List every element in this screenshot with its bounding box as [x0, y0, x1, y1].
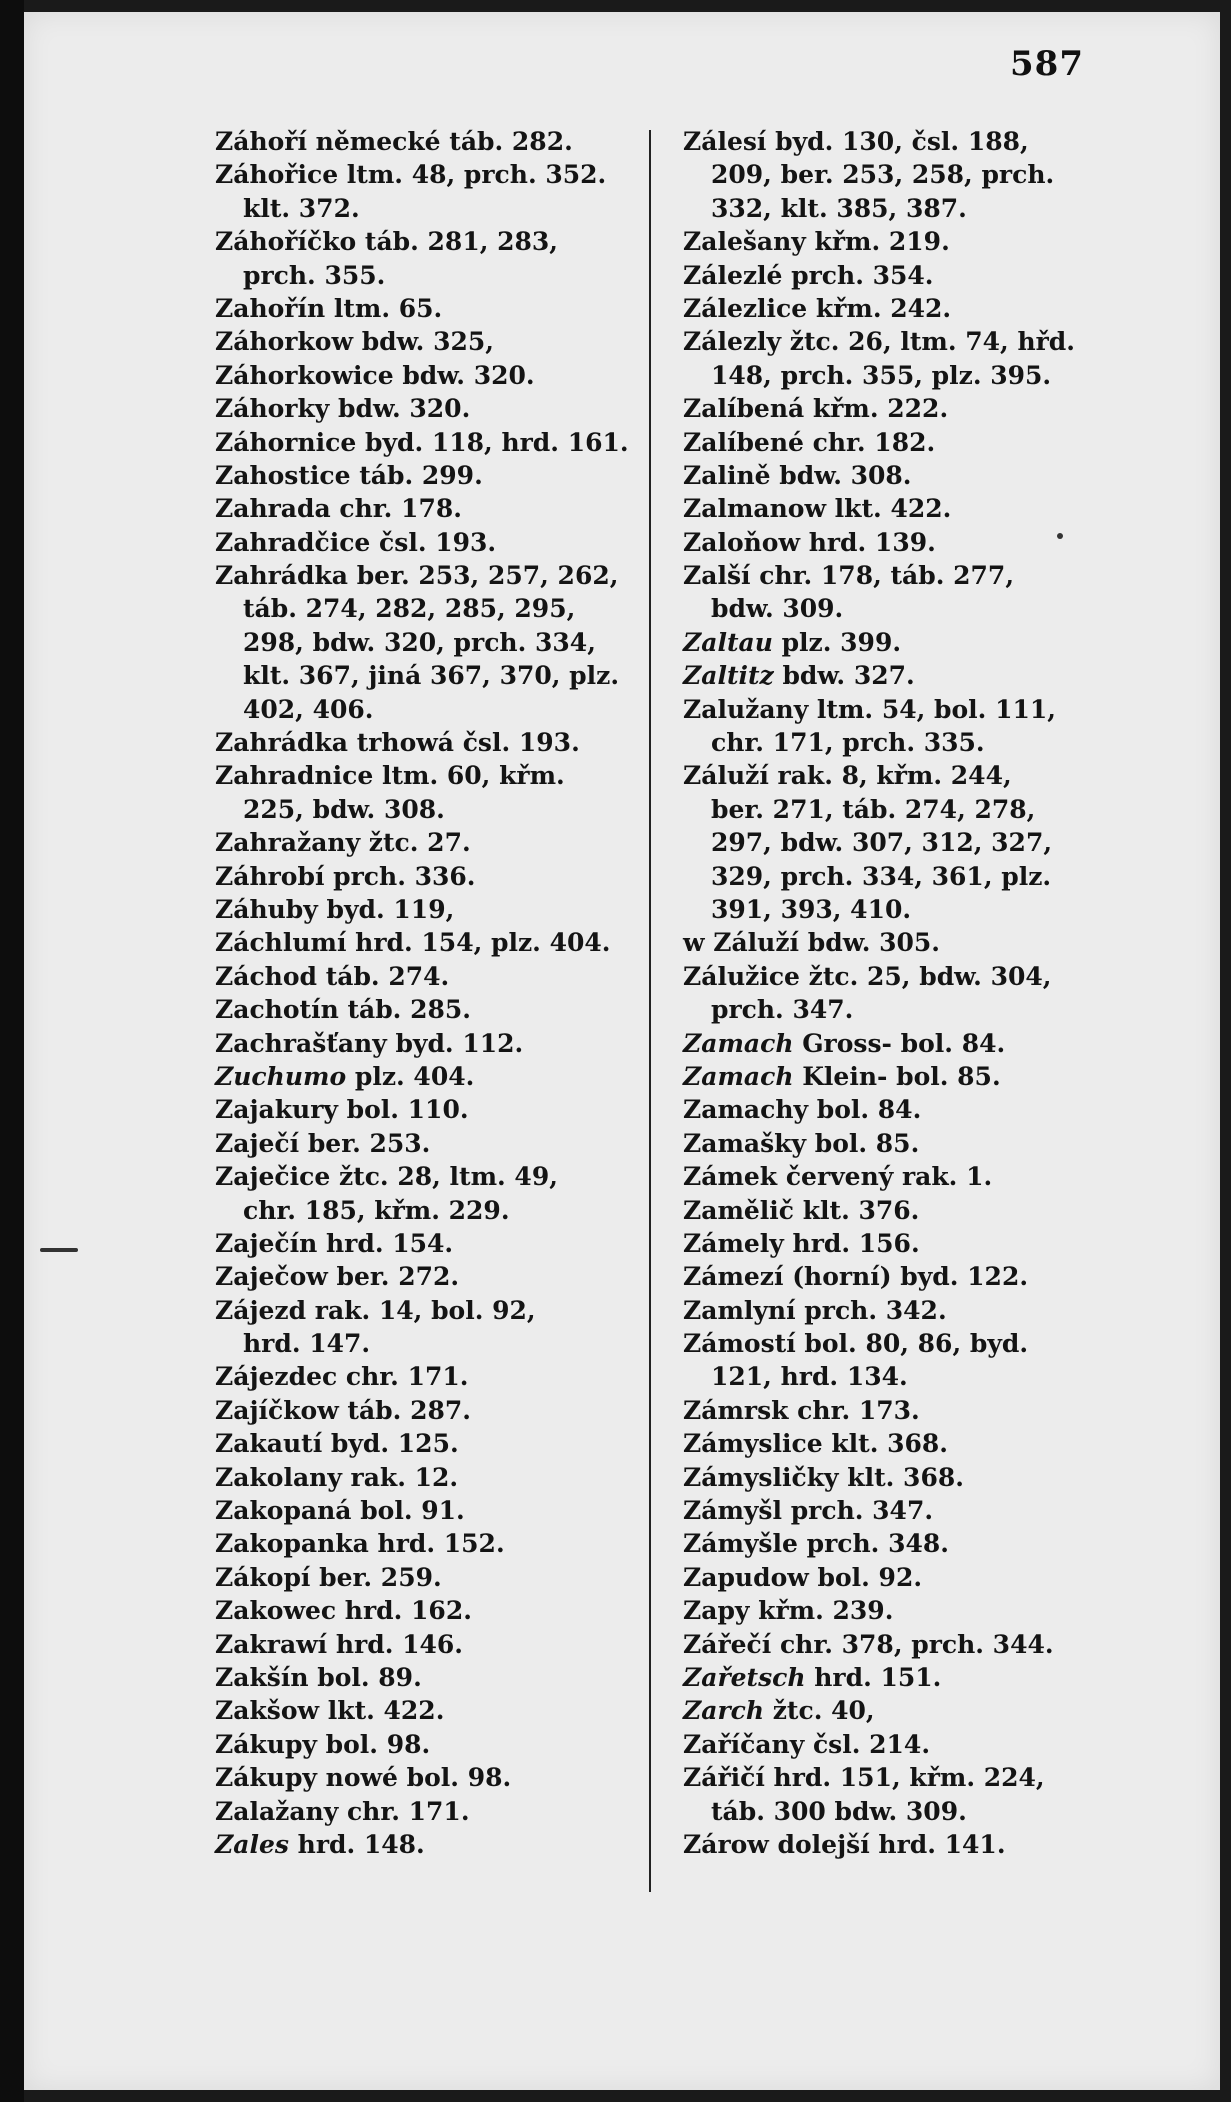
index-entry: Zájezd rak. 14, bol. 92,: [215, 1295, 536, 1325]
index-entry: Záhoříčko táb. 281, 283,: [215, 227, 559, 257]
index-entry: Zachotín táb. 285.: [215, 995, 471, 1025]
index-entry: Zaltau plz. 399.: [683, 627, 902, 657]
index-entry: Zamach Klein- bol. 85.: [683, 1061, 1001, 1091]
index-entry-continuation: 402, 406.: [243, 694, 374, 724]
index-entry: Záhornice byd. 118, hrd. 161.: [215, 427, 629, 457]
index-entry: Zámysličky klt. 368.: [683, 1462, 964, 1492]
index-entry-continuation: klt. 367, jiná 367, 370, plz.: [243, 661, 620, 691]
index-entry: Zapy křm. 239.: [683, 1596, 894, 1626]
index-entry: Zakrawí hrd. 146.: [215, 1629, 463, 1659]
index-entry: Zarch žtc. 40,: [683, 1696, 875, 1726]
index-entry: Zálužice žtc. 25, bdw. 304,: [683, 961, 1052, 991]
index-entry-continuation: 298, bdw. 320, prch. 334,: [243, 627, 596, 657]
index-entry: Záchod táb. 274.: [215, 961, 450, 991]
index-entry: Zahradnice ltm. 60, křm.: [215, 761, 565, 791]
column-divider: [649, 130, 651, 1892]
index-entry-continuation: 225, bdw. 308.: [243, 794, 445, 824]
index-entry: Zahradčice čsl. 193.: [215, 527, 497, 557]
index-entry-continuation: 148, prch. 355, plz. 395.: [711, 360, 1052, 390]
index-entry: Zaječice žtc. 28, ltm. 49,: [215, 1162, 558, 1192]
index-entry: Zalíbená křm. 222.: [683, 394, 949, 424]
ink-speck: [1057, 533, 1063, 539]
page-number: 587: [1010, 44, 1084, 84]
index-entry: Zapudow bol. 92.: [683, 1562, 923, 1592]
index-entry: Zahořín ltm. 65.: [215, 293, 443, 323]
index-entry-continuation: prch. 355.: [243, 260, 386, 290]
index-entry-continuation: 332, klt. 385, 387.: [711, 193, 967, 223]
index-entry: Zálezlice křm. 242.: [683, 293, 952, 323]
index-entry-continuation: ber. 271, táb. 274, 278,: [711, 794, 1036, 824]
index-entry-continuation: 391, 393, 410.: [711, 894, 912, 924]
index-entry: Zámely hrd. 156.: [683, 1228, 920, 1258]
index-entry: Zálesí byd. 130, čsl. 188,: [683, 127, 1029, 156]
index-entry: Zahrada chr. 178.: [215, 494, 462, 524]
index-entry: Zaltitz bdw. 327.: [683, 661, 915, 691]
index-entry-continuation: klt. 372.: [243, 193, 360, 223]
index-entry: Zámezí (horní) byd. 122.: [683, 1262, 1029, 1292]
index-entry: Zálezly žtc. 26, ltm. 74, hřd.: [683, 327, 1075, 357]
index-entry: Zakowec hrd. 162.: [215, 1596, 472, 1626]
index-entry-continuation: prch. 347.: [711, 995, 854, 1025]
ink-smudge: [40, 1248, 78, 1252]
index-entry: Zahrádka trhowá čsl. 193.: [215, 728, 580, 758]
index-entry: Zaječí ber. 253.: [215, 1128, 431, 1158]
index-entry: Zahražany žtc. 27.: [215, 828, 471, 858]
index-entry: Zamach Gross- bol. 84.: [683, 1028, 1006, 1058]
index-entry: Záhorky bdw. 320.: [215, 394, 471, 424]
index-entry: Zařetsch hrd. 151.: [683, 1662, 942, 1692]
index-entry: Zaječow ber. 272.: [215, 1262, 460, 1292]
index-entry: Zakautí byd. 125.: [215, 1429, 459, 1459]
index-entry: Zamlyní prch. 342.: [683, 1295, 947, 1325]
index-entry: Zakšow lkt. 422.: [215, 1696, 445, 1726]
index-entry: Zákupy nowé bol. 98.: [215, 1763, 512, 1793]
index-entry: Zářičí hrd. 151, křm. 224,: [683, 1763, 1045, 1793]
index-column-right: [683, 125, 1093, 1861]
index-entry: Zakšín bol. 89.: [215, 1662, 422, 1692]
index-entry: Zaječín hrd. 154.: [215, 1228, 454, 1258]
index-entry: Zales hrd. 148.: [215, 1829, 425, 1859]
scan-edge: [0, 0, 24, 2102]
index-entry: Zamachy bol. 84.: [683, 1095, 922, 1125]
index-entry: Zaříčany čsl. 214.: [683, 1729, 931, 1759]
index-entry: Zámyslice klt. 368.: [683, 1429, 948, 1459]
index-entry: Zárow dolejší hrd. 141.: [683, 1829, 1006, 1859]
index-entry: Zakolany rak. 12.: [215, 1462, 459, 1492]
index-entry: Zámyšl prch. 347.: [683, 1496, 934, 1526]
index-entry: Zuchumo plz. 404.: [215, 1061, 475, 1091]
index-entry-continuation: 329, prch. 334, 361, plz.: [711, 861, 1052, 891]
index-entry: Zahostice táb. 299.: [215, 460, 483, 490]
index-entry-continuation: táb. 300 bdw. 309.: [711, 1796, 967, 1826]
index-entry: Zamělič klt. 376.: [683, 1195, 920, 1225]
index-entry: Zalíbené chr. 182.: [683, 427, 936, 457]
index-entry: Zahrádka ber. 253, 257, 262,: [215, 561, 619, 591]
index-entry: Zajakury bol. 110.: [215, 1095, 469, 1125]
index-entry: Záhorkow bdw. 325,: [215, 327, 494, 357]
index-column-left: [215, 125, 645, 1861]
index-entry: Zálezlé prch. 354.: [683, 260, 934, 290]
index-entry: Zákupy bol. 98.: [215, 1729, 431, 1759]
index-entry: Zakopaná bol. 91.: [215, 1496, 465, 1526]
index-entry: Zajíčkow táb. 287.: [215, 1395, 471, 1425]
index-entry: Zalužany ltm. 54, bol. 111,: [683, 694, 1056, 724]
index-entry: Zámostí bol. 80, 86, byd.: [683, 1329, 1029, 1359]
index-entry: Zámyšle prch. 348.: [683, 1529, 949, 1559]
index-entry: Zájezdec chr. 171.: [215, 1362, 469, 1392]
index-entry: Zalešany křm. 219.: [683, 227, 950, 257]
index-entry: Zachrašťany byd. 112.: [215, 1028, 524, 1058]
index-entry: Zářečí chr. 378, prch. 344.: [683, 1629, 1054, 1659]
index-entry-continuation: bdw. 309.: [711, 594, 844, 624]
index-entry: w Záluží bdw. 305.: [683, 928, 941, 958]
index-entry-continuation: 297, bdw. 307, 312, 327,: [711, 828, 1053, 858]
index-entry-continuation: 121, hrd. 134.: [711, 1362, 908, 1392]
index-entry: Zaloňow hrd. 139.: [683, 527, 936, 557]
index-entry-continuation: 209, ber. 253, 258, prch.: [711, 160, 1055, 190]
index-entry-continuation: táb. 274, 282, 285, 295,: [243, 594, 576, 624]
index-entry: Zakopanka hrd. 152.: [215, 1529, 505, 1559]
index-entry: Záhrobí prch. 336.: [215, 861, 476, 891]
index-entry: Záhoří německé táb. 282.: [215, 127, 573, 156]
index-entry: Záhorkowice bdw. 320.: [215, 360, 535, 390]
index-entry: Zalažany chr. 171.: [215, 1796, 470, 1826]
index-entry-continuation: hrd. 147.: [243, 1329, 371, 1359]
index-entry: Zamašky bol. 85.: [683, 1128, 920, 1158]
index-entry: Zalmanow lkt. 422.: [683, 494, 952, 524]
index-entry: Zalině bdw. 308.: [683, 460, 912, 490]
index-entry: Záhuby byd. 119,: [215, 894, 455, 924]
index-entry-continuation: chr. 185, křm. 229.: [243, 1195, 510, 1225]
index-entry: Zámek červený rak. 1.: [683, 1162, 993, 1192]
index-entry: Zákopí ber. 259.: [215, 1562, 442, 1592]
index-entry: Záhořice ltm. 48, prch. 352.: [215, 160, 607, 190]
index-entry: Zámrsk chr. 173.: [683, 1395, 920, 1425]
index-entry: Zalší chr. 178, táb. 277,: [683, 561, 1015, 591]
index-entry: Záchlumí hrd. 154, plz. 404.: [215, 928, 611, 958]
index-entry: Záluží rak. 8, křm. 244,: [683, 761, 1012, 791]
index-entry-continuation: chr. 171, prch. 335.: [711, 728, 985, 758]
